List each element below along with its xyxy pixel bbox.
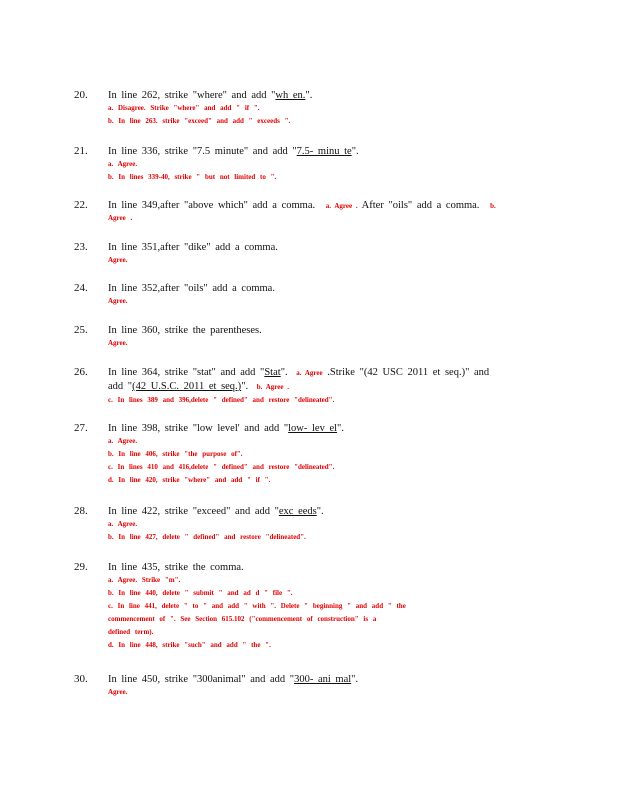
item-number: 29. [74,561,88,573]
comment-line: c. In lines 389 and 396,delete " defined" and restore "delineated". [108,396,335,404]
item-instruction: In line 398, strike "low level' and add "low- lev el". [108,423,344,434]
item-number: 22. [74,199,88,211]
item-instruction: In line 262, strike "where" and add "wh en.". [108,90,313,101]
comment-line: commencement of ". See Section 615.102 ("commencement of construction" is a [108,615,377,623]
item-number: 27. [74,422,88,434]
comment-line: d. In line 420, strike "where" and add " if ". [108,476,271,484]
item-instruction: In line 450, strike "300animal" and add "300- ani mal". [108,674,359,685]
item-instruction: In line 336, strike "7.5 minute" and add "7.5- minu te". [108,146,359,157]
item-number: 21. [74,145,88,157]
comment-line: Agree. [108,297,128,305]
comment-line: b. In line 263. strike "exceed" and add " exceeds ". [108,117,291,125]
comment-line: a. Agree. [108,520,138,528]
comment-line: Agree. [108,256,128,264]
item-number: 20. [74,89,88,101]
comment-line: b. In lines 339-40, strike " but not limited to ". [108,173,277,181]
item-number: 28. [74,505,88,517]
comment-line: defined term). [108,628,154,636]
item-instruction-continued: add "(42 U.S.C. 2011 et seq.)". b. Agree . [108,381,289,392]
item-instruction: In line 360, strike the parentheses. [108,325,262,336]
item-instruction: In line 349,after "above which" add a comma. a. Agree . After "oils" add a comma. b. [108,200,496,211]
comment-line: a. Disagree. Strike "where" and add " if ". [108,104,260,112]
comment-line: Agree . [108,214,133,222]
comment-line: b. In line 427, delete " defined" and restore "delineated". [108,533,306,541]
comment-line: Agree. [108,688,128,696]
item-instruction: In line 351,after "dike" add a comma. [108,242,278,253]
item-instruction: In line 364, strike "stat" and add "Stat". a. Agree .Strike "(42 USC 2011 et seq.)" and [108,367,490,378]
item-instruction: In line 352,after "oils" add a comma. [108,283,275,294]
item-number: 25. [74,324,88,336]
item-instruction: In line 435, strike the comma. [108,562,244,573]
item-instruction: In line 422, strike "exceed" and add "exc eeds". [108,506,324,517]
item-number: 23. [74,241,88,253]
comment-line: b. In line 440, delete " submit " and ad d " file ". [108,589,293,597]
comment-line: Agree. [108,339,128,347]
comment-line: a. Agree. [108,160,138,168]
comment-line: c. In lines 410 and 416,delete " defined" and restore "delineated". [108,463,335,471]
comment-line: a. Agree. [108,437,138,445]
comment-line: d. In line 448, strike "such" and add " the ". [108,641,271,649]
item-number: 30. [74,673,88,685]
comment-line: b. In line 406, strike "the purpose of". [108,450,243,458]
comment-line: a. Agree. Strike "m". [108,576,181,584]
item-number: 26. [74,366,88,378]
item-number: 24. [74,282,88,294]
comment-line: c. In line 441, delete " to " and add " with ". Delete " beginning " and add " the [108,602,406,610]
